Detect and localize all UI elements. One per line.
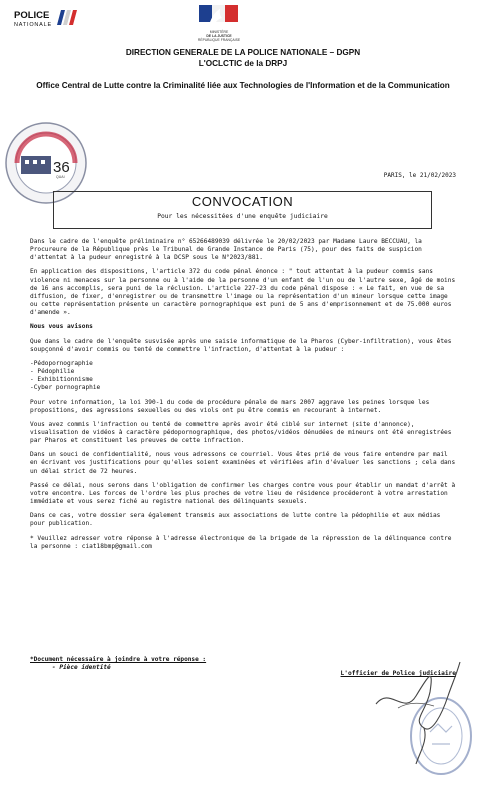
paragraph-enquete: Dans le cadre de l'enquête préliminaire n° 65266489039 délivrée le 20/02/2023 par Madame Laure BECCUAU, la Procureure de la République près le Tribunal de Grande Instance de Paris (75), pour des faits de suspicion d'attentat à la pudeur enregistré à la DCSP sous le N°2023/881. bbox=[30, 238, 422, 262]
officer-label: L'officier de Police judiciaire bbox=[340, 670, 456, 677]
list-item: -Pédopornographie bbox=[30, 359, 93, 367]
police-nat: NATIONALE bbox=[14, 22, 52, 28]
seal-number: 36 bbox=[53, 159, 70, 176]
letter-body bbox=[30, 238, 458, 557]
header-heading bbox=[0, 47, 486, 69]
list-item: - Pédophilie bbox=[30, 368, 75, 376]
seal-sub: QUAI bbox=[56, 175, 65, 179]
police-word: POLICE bbox=[14, 10, 50, 21]
rf-line1: MINISTÈRE bbox=[209, 30, 229, 34]
infraction-list bbox=[30, 360, 458, 393]
paragraph-loi-390: Pour votre information, la loi 390-1 du code de procédure pénale de mars 2007 aggrave les peines lorsque les propositions, des agressions sexuelles ou des viols ont pu être commis en recourant à internet. bbox=[30, 398, 430, 414]
marianne-flag-icon bbox=[186, 4, 252, 26]
rf-line2: DE LA JUSTICE bbox=[206, 34, 232, 38]
flag-blue bbox=[199, 5, 212, 22]
paragraph-saisie: Que dans le cadre de l'enquête susvisée après une saisie informatique de la Pharos (Cyber-infiltration), vous êtes soupçonné d'avoir commis ou tenté de commettre l'infraction, d'attentat à la pudeur : bbox=[30, 337, 452, 353]
paragraph-associations: Dans ce cas, votre dossier sera également transmis aux associations de lutte contre la pédophilie et aux médias pour publication. bbox=[30, 512, 441, 528]
document-label: *Document nécessaire à joindre à votre réponse : bbox=[30, 656, 207, 663]
list-item: -Cyber pornographie bbox=[30, 384, 101, 392]
convocation-subtitle: Pour les nécessitées d'une enquête judiciaire bbox=[157, 213, 328, 220]
heading-oclctic: L'OCLCTIC de la DRPJ bbox=[198, 59, 288, 68]
heading-dgpn: DIRECTION GENERALE DE LA POLICE NATIONALE – DGPN bbox=[125, 48, 361, 57]
flag-red bbox=[225, 5, 238, 22]
document-requirements bbox=[30, 656, 206, 672]
date-line: PARIS, le 21/02/2023 bbox=[383, 172, 456, 179]
document-item: - Pièce identité bbox=[52, 664, 111, 671]
paragraph-confidentialite: Dans un souci de confidentialité, nous vous adressons ce courriel. Vous êtes prié de vous faire entendre par mail en écrivant vos justifications pour qu'elles soient examinées et vérifiées afin d'évaluer les sanctions ; cela dans un délai strict de 72 heures. bbox=[30, 451, 456, 475]
police-logo-mark bbox=[14, 8, 84, 32]
rf-line3: RÉPUBLIQUE FRANÇAISE bbox=[197, 38, 241, 42]
police-nationale-logo bbox=[14, 8, 84, 32]
paragraph-article-372: En application des dispositions, l'article 372 du code pénal énonce : " tout attentat à la pudeur commis sans violence ni menaces sur la personne ou à l'aide de la personne d'un enfant de l'un ou de l'autre sexe, âgé de moins de 16 ans accomplis, sera puni de la réclusion. L'article 227-23 du code pénal dispose : « Le fait, en vue de sa diffusion, de fixer, d'enregistrer ou de transmettre l'image ou la représentation d'un mineur lorsque cette image ou cette représentation présente un caractère pornographique est puni de 5 ans d'emprisonnement et de 75.000 euros d'amende ». bbox=[30, 268, 456, 317]
list-item: - Exhibitionnisme bbox=[30, 376, 93, 384]
convocation-title: CONVOCATION bbox=[191, 194, 294, 209]
signature bbox=[368, 656, 478, 776]
paragraph-delai: Passé ce délai, nous serons dans l'obligation de confirmer les charges contre vous pour établir un mandat d'arrêt à votre encontre. Les forces de l'ordre les plus proches de votre lieu de résidence procéderont à votre arrestation immédiate et vous serez fiché au registre national des délinquants sexuels. bbox=[30, 481, 456, 506]
paragraph-reponse-email: * Veuillez adresser votre réponse à l'adresse électronique de la brigade de la répression de la délinquance contre la personne : ciat18bmp@gmail.com bbox=[30, 534, 452, 550]
convocation-box bbox=[53, 191, 432, 229]
signature-scribble-icon bbox=[368, 656, 478, 776]
paragraph-infraction: Vous avez commis l'infraction ou tenté de commettre après avoir été ciblé sur internet (site d'annonce), visualisation de vidéos à caractère pédopornographique, des photos/vidéos dénudées de mineurs ont été enregistrées par Pharos et constituent les preuves de cette infraction. bbox=[30, 420, 452, 445]
ministere-justice-logo bbox=[186, 4, 252, 40]
heading-office-central: Office Central de Lutte contre la Criminalité liée aux Technologies de l'Information et de la Communication bbox=[36, 81, 450, 90]
heading-nous-vous-avisons: Nous vous avisons bbox=[30, 323, 93, 331]
